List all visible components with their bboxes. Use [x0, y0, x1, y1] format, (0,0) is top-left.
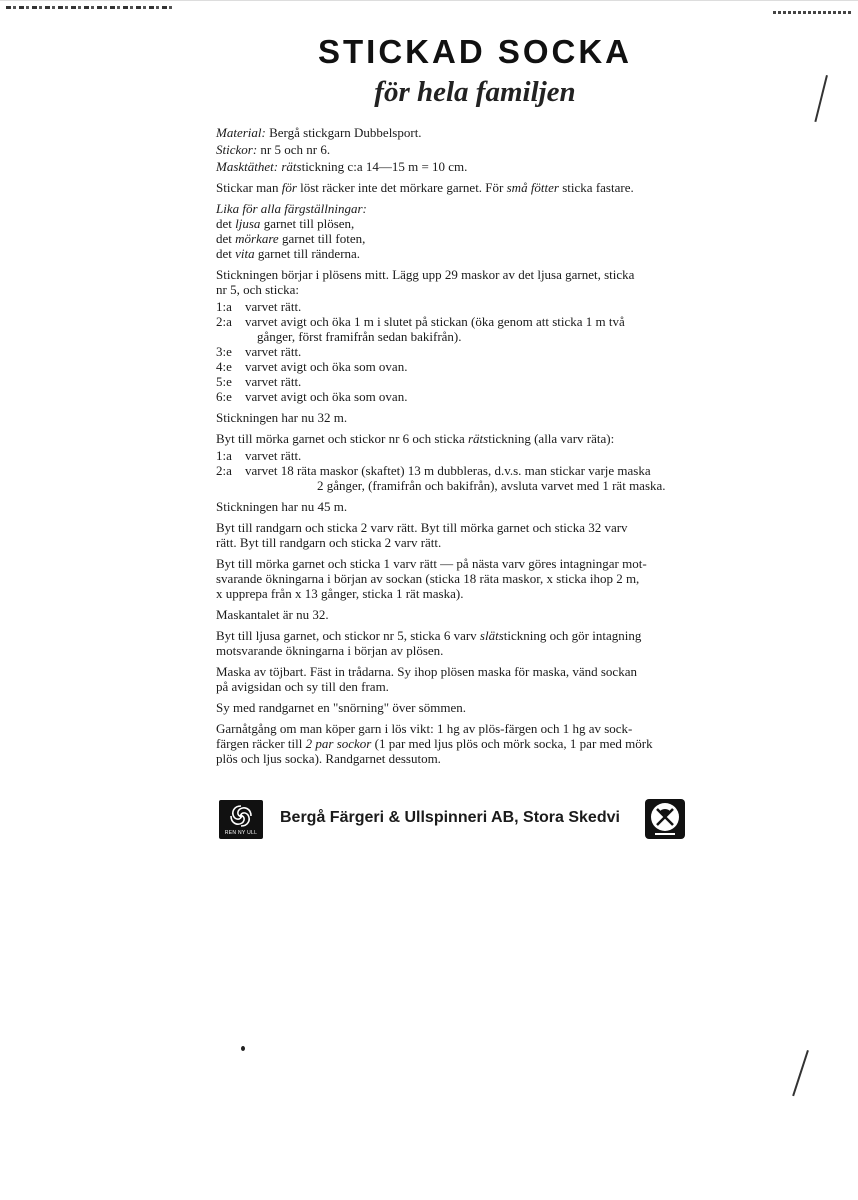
lika-label: Lika för alla färgställningar:	[216, 201, 367, 216]
start-paragraph	[216, 267, 732, 297]
row-2-1	[216, 448, 732, 463]
byt1-i: räts	[468, 431, 489, 446]
stickor-label: Stickor:	[216, 142, 258, 157]
garnatgang-line-1: Garnåtgång om man köper garn i lös vikt: 1 hg av plös-färgen och 1 hg av sock-	[216, 721, 633, 736]
row-num: 2:a	[216, 463, 232, 478]
maska-av-paragraph	[216, 664, 732, 694]
wool-swirl-icon	[228, 803, 254, 829]
wool-mark-logo	[219, 800, 263, 839]
garnatgang-a: färgen räcker till	[216, 736, 306, 751]
byt-dark-line	[216, 431, 732, 446]
maska-av-line-2: på avigsidan och sy till den fram.	[216, 679, 389, 694]
row-num: 1:a	[216, 448, 232, 463]
lika-block	[216, 201, 732, 261]
wool-caption: REN NY ULL	[224, 830, 258, 836]
randgarn-line-1: Byt till randgarn och sticka 2 varv rätt. Byt till mörka garnet och sticka 32 varv	[216, 520, 628, 535]
ljusa-line-1	[216, 628, 732, 643]
row-text: varvet rätt.	[245, 374, 302, 389]
byt1-a: Byt till mörka garnet och stickor nr 6 och sticka	[216, 431, 468, 446]
lika-3-a: det	[216, 246, 236, 261]
stickar-man-c: sticka fastare.	[559, 180, 634, 195]
stickar-man-line	[216, 180, 732, 195]
row-3	[216, 344, 732, 359]
scan-artifact-left	[6, 6, 172, 9]
berga-brand-logo	[645, 799, 685, 839]
company-name: Bergå Färgeri & Ullspinneri AB, Stora Skedvi	[280, 809, 620, 826]
row-num: 1:a	[216, 299, 232, 314]
pattern-body	[216, 125, 732, 772]
intagning-paragraph	[216, 556, 732, 601]
row-5	[216, 374, 732, 389]
ljusa-b: tickning och gör intagning	[503, 628, 642, 643]
row-num: 6:e	[216, 389, 232, 404]
row-1	[216, 299, 732, 314]
row-text: varvet avigt och öka som ovan.	[245, 359, 408, 374]
row-text: varvet rätt.	[245, 344, 302, 359]
rows-block-1	[216, 299, 732, 404]
lika-2-i: mörkare	[235, 231, 279, 246]
row-text: varvet rätt.	[245, 299, 302, 314]
lika-1-b: garnet till plösen,	[260, 216, 355, 231]
garnatgang-i: 2 par sockor	[305, 736, 372, 751]
lika-3-i: vita	[235, 246, 255, 261]
material-line	[216, 125, 732, 140]
row-text: varvet 18 räta maskor (skaftet) 13 m dubbleras, d.v.s. man stickar varje maska	[245, 463, 651, 478]
row-cont-text: 2 gånger, (framifrån och bakifrån), avsluta varvet med 1 rät maska.	[317, 478, 666, 493]
footer	[219, 799, 687, 841]
scan-edge	[0, 0, 858, 1]
sheep-emblem-icon	[645, 799, 685, 839]
row-2-2	[216, 463, 732, 478]
stickor-line	[216, 142, 732, 157]
row-4	[216, 359, 732, 374]
stickar-man-i2: små fötter	[506, 180, 559, 195]
garnatgang-line-3: plös och ljus socka). Randgarnet dessutom.	[216, 751, 441, 766]
masktathet-line	[216, 159, 732, 174]
stickar-man-b: löst räcker inte det mörkare garnet. För	[296, 180, 507, 195]
snorning-line: Sy med randgarnet en "snörning" över sömmen.	[216, 700, 466, 715]
stitch-count-32: Stickningen har nu 32 m.	[216, 410, 348, 425]
row-num: 3:e	[216, 344, 232, 359]
masktathet-text: tickning c:a 14—15 m = 10 cm.	[301, 159, 468, 174]
ljusa-a: Byt till ljusa garnet, och stickor nr 5, sticka 6 varv	[216, 628, 480, 643]
start-line-2: nr 5, och sticka:	[216, 282, 300, 297]
stitch-count-45: Stickningen har nu 45 m.	[216, 499, 348, 514]
row-num: 2:a	[216, 314, 232, 329]
row-text: varvet avigt och öka 1 m i slutet på stickan (öka genom att sticka 1 m två	[245, 314, 625, 329]
ljusa-line-2: motsvarande ökningarna i början av plösen.	[216, 643, 444, 658]
start-line-1: Stickningen börjar i plösens mitt. Lägg upp 29 maskor av det ljusa garnet, sticka	[216, 267, 635, 282]
ljusa-i: släts	[479, 628, 504, 643]
maska-av-line-1: Maska av töjbart. Fäst in trådarna. Sy ihop plösen maska för maska, vänd sockan	[216, 664, 637, 679]
intagning-line-1: Byt till mörka garnet och sticka 1 varv rätt — på nästa varv göres intagningar mot-	[216, 556, 647, 571]
intagning-line-3: x upprepa från x 13 gånger, sticka 1 rät maska).	[216, 586, 464, 601]
row-text: varvet rätt.	[245, 448, 302, 463]
row-num: 5:e	[216, 374, 232, 389]
lika-2-b: garnet till foten,	[278, 231, 366, 246]
masktathet-italic: räts	[281, 159, 302, 174]
lika-3-b: garnet till ränderna.	[254, 246, 361, 261]
material-label: Material:	[216, 125, 266, 140]
maskantal-line: Maskantalet är nu 32.	[216, 607, 329, 622]
stickor-text: nr 5 och nr 6.	[260, 142, 331, 157]
garnatgang-line-2	[216, 736, 732, 751]
ink-dot	[241, 1046, 245, 1051]
garnatgang-paragraph	[216, 721, 732, 766]
ljusa-paragraph	[216, 628, 732, 658]
masktathet-label: Masktäthet:	[216, 159, 279, 174]
row-2	[216, 314, 732, 329]
row-2-2-cont	[216, 478, 732, 493]
row-6	[216, 389, 732, 404]
lika-1-i: ljusa	[235, 216, 261, 231]
randgarn-paragraph	[216, 520, 732, 550]
garnatgang-b: (1 par med ljus plös och mörk socka, 1 par med mörk	[371, 736, 653, 751]
stickar-man-a: Stickar man	[216, 180, 282, 195]
lika-line-1	[216, 216, 732, 231]
row-text: varvet avigt och öka som ovan.	[245, 389, 408, 404]
pen-mark-bottom	[792, 1050, 808, 1096]
row-num: 4:e	[216, 359, 232, 374]
page-title: STICKAD SOCKA	[317, 33, 632, 70]
rows-block-2	[216, 448, 732, 493]
lika-line-3	[216, 246, 732, 261]
byt1-b: tickning (alla varv räta):	[488, 431, 615, 446]
intagning-line-2: svarande ökningarna i början av sockan (sticka 18 räta maskor, x sticka ihop 2 m,	[216, 571, 640, 586]
lika-2-a: det	[216, 231, 236, 246]
randgarn-line-2: rätt. Byt till randgarn och sticka 2 varv rätt.	[216, 535, 442, 550]
material-text: Bergå stickgarn Dubbelsport.	[269, 125, 422, 140]
row-cont-text: gånger, först framifrån sedan bakifrån).	[257, 329, 462, 344]
lika-line-2	[216, 231, 732, 246]
page-subtitle: för hela familjen	[374, 76, 576, 108]
row-2-cont	[216, 329, 732, 344]
scan-artifact-right	[773, 11, 851, 14]
lika-1-a: det	[216, 216, 236, 231]
stickar-man-i1: för	[281, 180, 297, 195]
